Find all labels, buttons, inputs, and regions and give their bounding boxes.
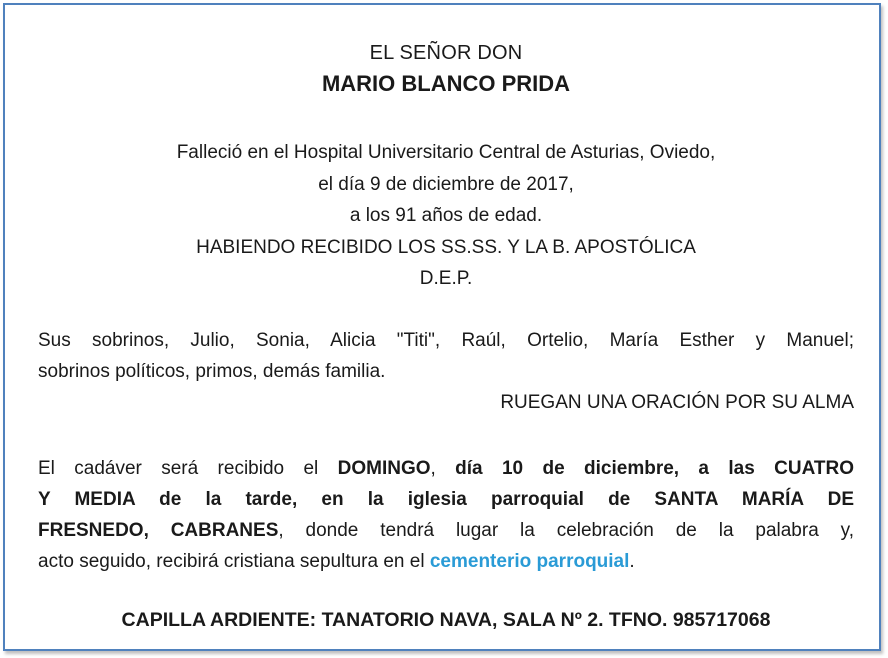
funeral-line-4 — [38, 546, 854, 577]
title-line: EL SEÑOR DON — [369, 42, 523, 64]
family-line-2: sobrinos políticos, primos, demás familia. — [38, 361, 386, 382]
death-place: Falleció en el Hospital Universitario Central de Asturias, Oviedo, — [176, 142, 716, 163]
funeral-text-2: , — [430, 458, 456, 479]
funeral-line-1 — [38, 453, 854, 484]
funeral-section — [38, 453, 854, 577]
funeral-text-3: , donde tendrá lugar la celebración de la palabra y, — [278, 520, 854, 541]
death-age: a los 91 años de edad. — [349, 205, 543, 226]
funeral-location: FRESNEDO, CABRANES — [38, 520, 279, 541]
death-details — [38, 137, 854, 295]
funeral-text-5: . — [629, 551, 635, 572]
prayer-request: RUEGAN UNA ORACIÓN POR SU ALMA — [500, 392, 854, 413]
cemetery-link[interactable]: cementerio parroquial — [429, 551, 630, 572]
funeral-text-4: acto seguido, recibirá cristiana sepultura en el — [38, 551, 430, 572]
chapel-info: CAPILLA ARDIENTE: TANATORIO NAVA, SALA Nº 2. TFNO. 985717068 — [121, 609, 771, 631]
family-section — [38, 325, 854, 418]
dep-line: D.E.P. — [419, 268, 473, 289]
funeral-day: DOMINGO — [337, 458, 431, 479]
deceased-name: MARIO BLANCO PRIDA — [321, 71, 571, 96]
sacraments-line: HABIENDO RECIBIDO LOS SS.SS. Y LA B. APOSTÓLICA — [196, 236, 696, 258]
family-line-1: Sus sobrinos, Julio, Sonia, Alicia "Titi", Raúl, Ortelio, María Esther y Manuel; — [38, 330, 854, 351]
funeral-line-2: Y MEDIA de la tarde, en la iglesia parroquial de SANTA MARÍA DE — [38, 489, 854, 510]
death-date: el día 9 de diciembre de 2017, — [318, 173, 574, 195]
notice-frame — [3, 3, 881, 651]
funeral-line-3 — [38, 515, 854, 546]
funeral-date-time: día 10 de diciembre, a las CUATRO — [455, 458, 855, 479]
funeral-text-1: El cadáver será recibido el — [38, 458, 338, 479]
